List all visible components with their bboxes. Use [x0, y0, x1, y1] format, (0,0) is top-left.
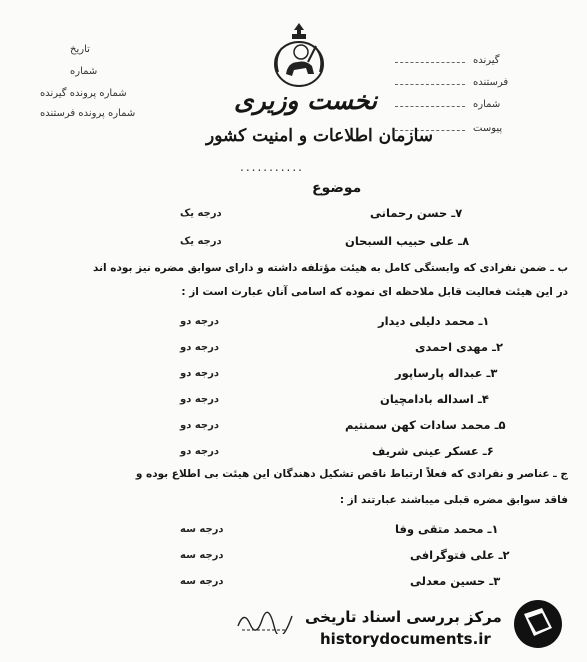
sender-file-label: شماره پرونده فرستنده [40, 108, 136, 119]
header-left-label [40, 108, 135, 119]
paragraph-b-line: در این هیئت فعالیت قابل ملاحظه ای نموده که اسامی آنان عبارت است از : [181, 286, 568, 298]
date-label: تاریخ [70, 44, 90, 55]
grade-label: درجه سه [180, 576, 224, 587]
grade-label: درجه یک [180, 208, 222, 219]
grade-label: درجه سه [180, 524, 224, 535]
stamp-text: ........... [240, 160, 304, 174]
number-label: شماره [70, 66, 98, 77]
lion-and-sun-emblem-icon [268, 22, 330, 90]
grade-label: درجه دو [180, 368, 219, 379]
grade-label: درجه دو [180, 446, 219, 457]
recipient-label: گیرنده [473, 55, 500, 66]
grade-label: درجه سه [180, 550, 224, 561]
ministry-title: نخست وزیری [234, 86, 378, 115]
header-left-label [70, 44, 90, 55]
list-item: ۵ـ محمد سادات کهن سمنتیم [345, 418, 506, 432]
grade-label: درجه دو [180, 420, 219, 431]
signature-scribble-icon [236, 606, 296, 634]
organization-title: سازمان اطلاعات و امنیت کشور [206, 126, 434, 146]
list-item: ۶ـ عسکر عینی شریف [372, 444, 494, 458]
list-item: ۴ـ اسداله بادامچیان [380, 392, 489, 406]
list-item: ۲ـ مهدی احمدی [415, 340, 504, 354]
list-item: ۳ـ عبداله پارساپور [395, 366, 498, 380]
paragraph-c-line: فاقد سوابق مضره قبلی میباشند عبارتند از : [339, 494, 568, 506]
grade-label: درجه دو [180, 394, 219, 405]
list-item: ۳ـ حسین معدلی [410, 574, 501, 588]
paragraph-b-line: ب ـ ضمن نفرادی که وابستگی کامل به هیئت مؤتلفه داشته و دارای سوابق مضره نیز بوده اند [93, 262, 568, 274]
sender-label: فرستنده [473, 77, 509, 88]
list-item: ۸ـ علی حبیب السبحان [345, 234, 470, 248]
paragraph-c-line: ج ـ عناصر و نفرادی که فعلاً ارتباط ناقص تشکیل دهندگان این هیئت بی اطلاع بوده و [135, 468, 568, 480]
archive-website: historydocuments.ir [320, 630, 491, 648]
grade-label: درجه دو [180, 316, 219, 327]
list-item: ۲ـ علی فتوگرافی [410, 548, 510, 562]
number-field [395, 98, 500, 110]
list-item: ۷ـ حسن رحمانی [370, 206, 463, 220]
header-left-label [40, 88, 127, 99]
attachment-label: پیوست [473, 123, 503, 134]
archive-logo-icon [512, 598, 564, 650]
archive-name: مرکز بررسی اسناد تاریخی [305, 608, 502, 626]
header-left-label [70, 66, 97, 77]
recipient-field [395, 54, 500, 66]
recipient-file-label: شماره پرونده گیرنده [40, 88, 127, 99]
list-item: ۱ـ محمد متقی وفا [395, 522, 499, 536]
list-item: ۱ـ محمد دلیلی دیدار [378, 314, 490, 328]
grade-label: درجه دو [180, 342, 219, 353]
sender-field [395, 76, 508, 88]
number-right-label: شماره [473, 99, 501, 110]
grade-label: درجه یک [180, 236, 222, 247]
subject-label: موضوع [312, 180, 362, 196]
